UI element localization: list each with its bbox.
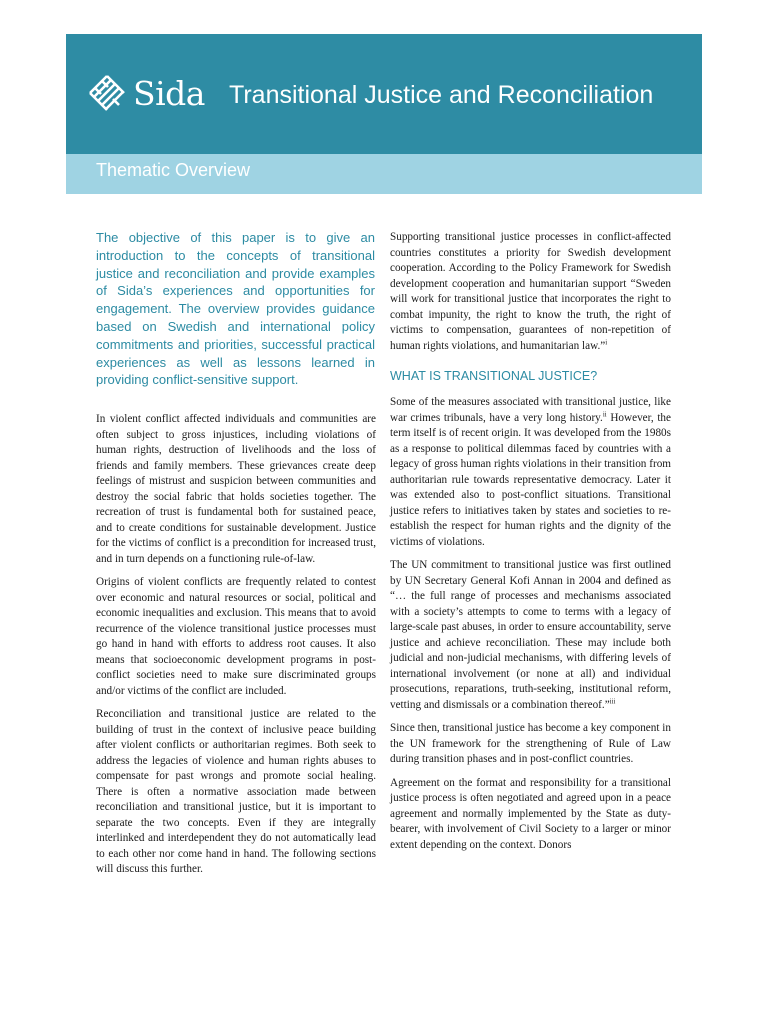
section-heading: WHAT IS TRANSITIONAL JUSTICE?: [390, 369, 598, 383]
body-paragraph: [390, 395, 671, 550]
document-title: Transitional Justice and Reconciliation: [229, 81, 654, 109]
sida-logo-text: Sida: [133, 74, 205, 113]
body-paragraph: Agreement on the format and responsibility for a transitional justice process is often negotiated and agreed upon in a peace agreement and normally implemented by the State as duty-bearer, with involvement of Civil Society to a larger or minor extent depending on the context. Donors: [390, 776, 671, 851]
paragraph-text: Some of the measures associated with transitional justice, like war crimes tribunals, have a very long history.: [390, 396, 671, 424]
footnote-ref[interactable]: iii: [609, 696, 616, 705]
sida-logo-icon: [86, 72, 128, 114]
footnote-ref[interactable]: i: [605, 337, 608, 346]
body-paragraph: Origins of violent conflicts are frequently related to contest over economic and natural resources or social, political and economic inequalities and exclusion. This means that to avoid recurrence of the violence transitional justice processes must go hand in hand with efforts to address root causes. It also means that socioeconomic development programs in post-conflict societies need to make sure discriminated groups and/or victims of the conflict are included.: [96, 576, 376, 697]
body-paragraph: In violent conflict affected individuals and communities are often subject to gross injustices, including violations of human rights, destruction of livelihoods and the loss of friends and family members. These grievances create deep feelings of mistrust and suspicion between communities and destroy the social fabric that holds societies together. The recreation of trust is fundamental both for sustained peace, and to create conditions for sustainable development. Justice for the victims of conflict is a precondition for increased trust, and in turn depends on a functioning rule-of-law.: [96, 413, 376, 565]
body-paragraph: [390, 558, 671, 713]
body-paragraph: [390, 230, 671, 354]
left-column: [96, 412, 376, 886]
footnote-ref[interactable]: ii: [602, 409, 607, 418]
paragraph-text: Supporting transitional justice processes in conflict-affected countries constitutes a priority for Swedish development cooperation. According to the Policy Framework for Swedish development cooperation and humanitarian support “Sweden will work for transitional justice that incorporates the right to combat impunity, the right to know the truth, the right of victims to compensation, guarantees of non-repetition of human rights violations, and humanitarian law.”: [390, 231, 671, 352]
intro-paragraph: The objective of this paper is to give an introduction to the concepts of transitional justice and reconciliation and provide examples of Sida’s experiences and opportunities for engagement. The overview provides guidance based on Swedish and international policy commitments and priorities, successful practical experiences as well as lessons learned in providing conflict-sensitive support.: [96, 230, 375, 388]
right-column: [390, 230, 671, 861]
body-paragraph: Reconciliation and transitional justice are related to the building of trust in the context of inclusive peace building after violent conflicts or authoritarian regimes. Both seek to address the legacies of violence and human rights abuses to compensate for past wrongs and promote social healing. There is often a normative association made between reconciliation and transitional justice, but it is important to separate the two concepts. Even if they are integrally interlinked and interdependent they do not automatically lead to each other nor come hand in hand. The following sections will discuss this further.: [96, 708, 376, 875]
paragraph-text: However, the term itself is of recent origin. It was developed from the 1980s as a response to political dilemmas faced by countries with a legacy of gross human rights violations in their transition from authoritarian rule towards representative democracy. Later it was extended also to post-conflict situations. Transitional justice refers to initiatives taken by states and societies to re-establish the respect for human rights and the dignity of the victims of violations.: [390, 411, 671, 548]
paragraph-text: The UN commitment to transitional justice was first outlined by UN Secretary General Kofi Annan in 2004 and defined as “… the full range of processes and mechanisms associated with a society’s attempts to come to terms with a legacy of large-scale past abuses, in order to ensure accountability, serve justice and achieve reconciliation. These may include both judicial and non-judicial mechanisms, with differing levels of international involvement (or none at all) and individual prosecutions, reparations, truth-seeking, institutional reform, vetting and dismissals or a combination thereof.”: [390, 559, 671, 711]
body-paragraph: Since then, transitional justice has become a key component in the UN framework for the strengthening of Rule of Law during transition phases and in post-conflict countries.: [390, 722, 671, 765]
document-subtitle: Thematic Overview: [96, 160, 251, 180]
